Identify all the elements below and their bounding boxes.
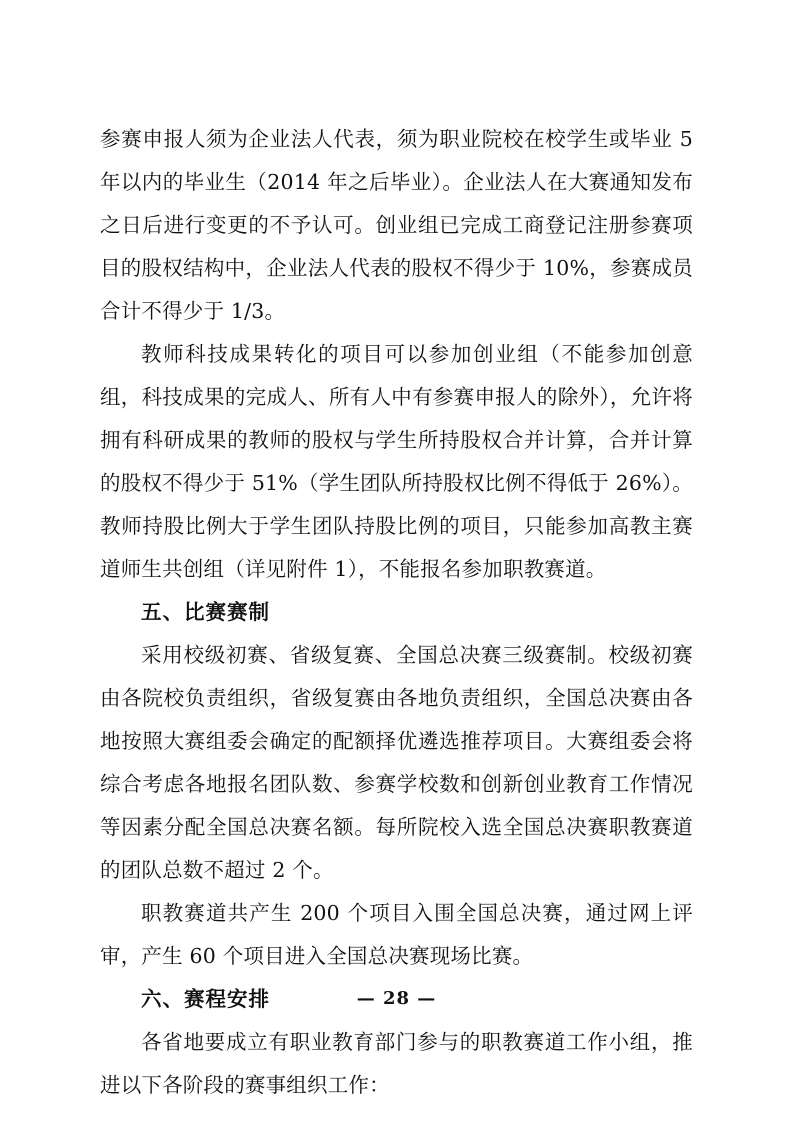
section-heading-schedule-label: 六、赛程安排 [141, 987, 270, 1011]
section-heading-competition-system-label: 五、比赛赛制 [141, 600, 270, 624]
paragraph-three-level-system: 采用校级初赛、省级复赛、全国总决赛三级赛制。校级初赛由各院校负责组织，省级复赛由各地负责组织，全国总决赛由各地按照大赛组委会确定的配额择优遴选推荐项目。大赛组委会将综合考虑各地报名团队数、参赛学校数和创新创业教育工作情况等因素分配全国总决赛名额。每所院校入选全国总决赛职教赛道的团队总数不超过 2 个。 [100, 643, 693, 882]
paragraph-teacher-achievement-transfer: 教师科技成果转化的项目可以参加创业组（不能参加创意组，科技成果的完成人、所有人中有参赛申报人的除外），允许将拥有科研成果的教师的股权与学生所持股权合并计算，合并计算的股权不得少于 51%（学生团队所持股权比例不得低于 26%）。教师持股比例大于学生团队持股比例的项目，只能参加高教主赛道师生共创组（详见附件 1），不能报名参加职教赛道。 [100, 342, 693, 581]
page-number: — 28 — [356, 988, 437, 1009]
paragraph-provincial-workgroup: 各省地要成立有职业教育部门参与的职教赛道工作小组，推进以下各阶段的赛事组织工作： [100, 1030, 693, 1097]
section-heading-competition-system [100, 591, 693, 634]
paragraph-applicant-requirements: 参赛申报人须为企业法人代表，须为职业院校在校学生或毕业 5 年以内的毕业生（2014 年之后毕业）。企业法人在大赛通知发布之日后进行变更的不予认可。创业组已完成工商登记注册参赛项目的股权结构中，企业法人代表的股权不得少于 10%，参赛成员合计不得少于 1/3。 [100, 127, 693, 323]
paragraph-finalist-quota: 职教赛道共产生 200 个项目入围全国总决赛，通过网上评审，产生 60 个项目进入全国总决赛现场比赛。 [100, 901, 693, 968]
document-body [100, 118, 693, 1107]
